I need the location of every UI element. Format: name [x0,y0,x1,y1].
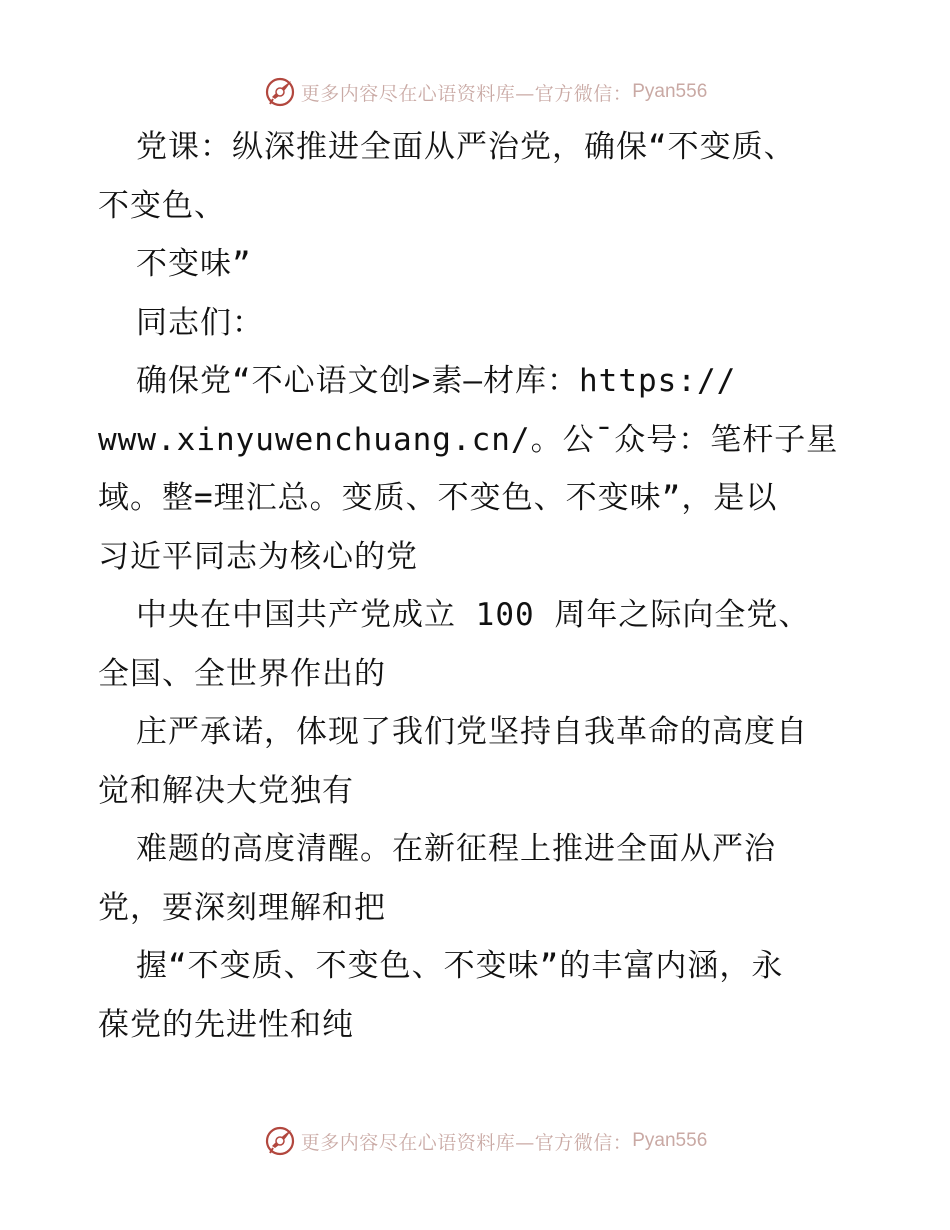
text-line: 难题的高度清醒。在新征程上推进全面从严治 [136,831,776,867]
header-banner-content [263,75,708,109]
text-line: 葆党的先进性和纯 [98,1006,354,1043]
footer-banner-content [263,1124,708,1158]
text-line: 党课：纵深推进全面从严治党，确保“不变质、 [136,129,796,165]
text-line: 同志们： [136,304,264,341]
quill-logo-icon [263,1124,297,1158]
text-line: 全国、全世界作出的 [98,655,386,692]
text-line: 中央在中国共产党成立 100 周年之际向全党、 [136,597,811,633]
banner-wechat-id: Pyan556 [632,81,708,102]
quill-logo-icon [263,75,297,109]
text-line: 不变味” [136,246,252,282]
text-line: www.xinyuwenchuang.cn/。公¯众号：笔杆子星 [98,421,839,458]
header-banner [0,72,950,112]
text-line: 确保党“不心语文创>素—材库：https:// [136,363,737,399]
banner-text: 更多内容尽在心语资料库—官方微信： [300,1131,633,1154]
text-line: 庄严承诺，体现了我们党坚持自我革命的高度自 [136,714,808,750]
text-line: 握“不变质、不变色、不变味”的丰富内涵，永 [136,948,784,984]
text-line: 觉和解决大党独有 [98,772,354,809]
footer-banner [0,1121,950,1161]
banner-text: 更多内容尽在心语资料库—官方微信： [300,82,633,105]
text-line: 党，要深刻理解和把 [98,889,386,926]
banner-wechat-id: Pyan556 [632,1130,708,1151]
document-body [98,118,878,1054]
text-line: 域。整=理汇总。变质、不变色、不变味”，是以 [98,480,778,516]
text-line: 习近平同志为核心的党 [98,538,418,575]
text-line: 不变色、 [98,187,226,224]
